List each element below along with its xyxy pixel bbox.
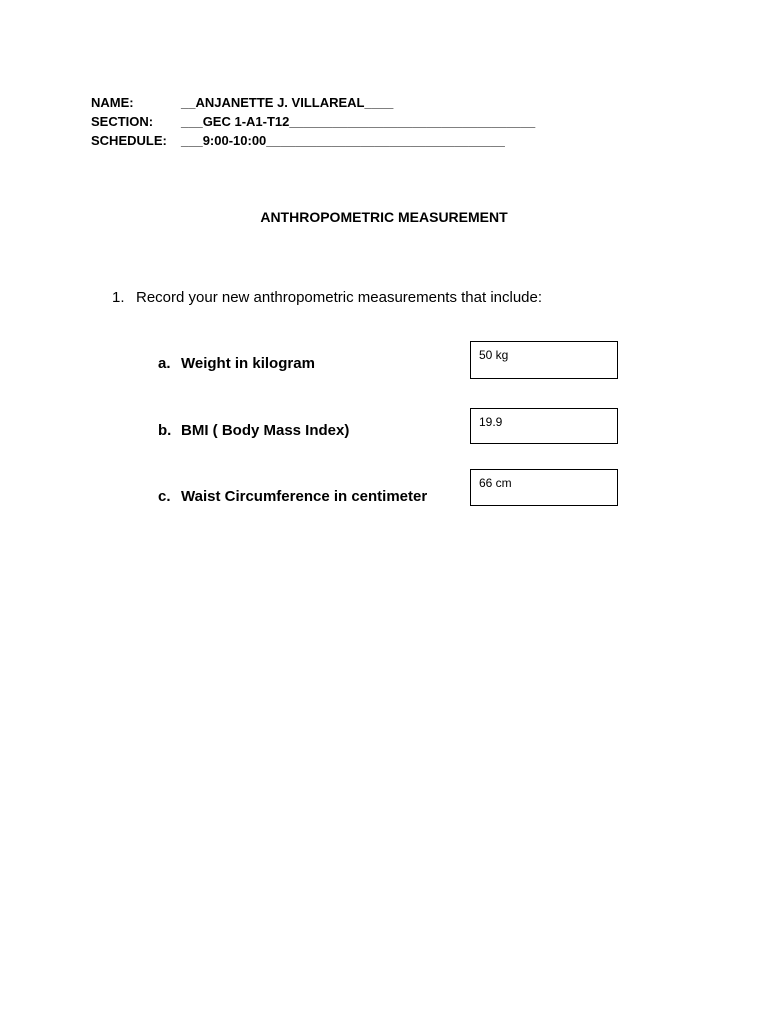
page-title: ANTHROPOMETRIC MEASUREMENT (260, 209, 508, 225)
question-text: Record your new anthropometric measurements that include: (136, 289, 543, 306)
item-text: BMI ( Body Mass Index) (181, 422, 350, 439)
item-waist-label (158, 487, 427, 507)
name-label: NAME: (91, 95, 134, 110)
bmi-answer-box: 19.9 (470, 408, 618, 444)
question-number: 1. (112, 289, 125, 306)
name-value: __ANJANETTE J. VILLAREAL____ (181, 95, 394, 110)
waist-answer-box: 66 cm (470, 469, 618, 506)
item-weight-label (158, 354, 315, 374)
section-row (91, 114, 535, 130)
item-text: Waist Circumference in centimeter (181, 488, 428, 505)
item-letter: a. (158, 355, 171, 372)
item-letter: c. (158, 488, 171, 505)
item-letter: b. (158, 422, 172, 439)
schedule-row (91, 133, 505, 149)
question-1 (112, 288, 542, 308)
item-text: Weight in kilogram (181, 355, 315, 372)
schedule-label: SCHEDULE: (91, 133, 167, 148)
name-row (91, 95, 393, 111)
section-value: ___GEC 1-A1-T12__________________________________ (181, 114, 536, 129)
schedule-value: ___9:00-10:00_________________________________ (181, 133, 505, 148)
weight-answer-box: 50 kg (470, 341, 618, 379)
item-bmi-label (158, 421, 349, 441)
section-label: SECTION: (91, 114, 154, 129)
